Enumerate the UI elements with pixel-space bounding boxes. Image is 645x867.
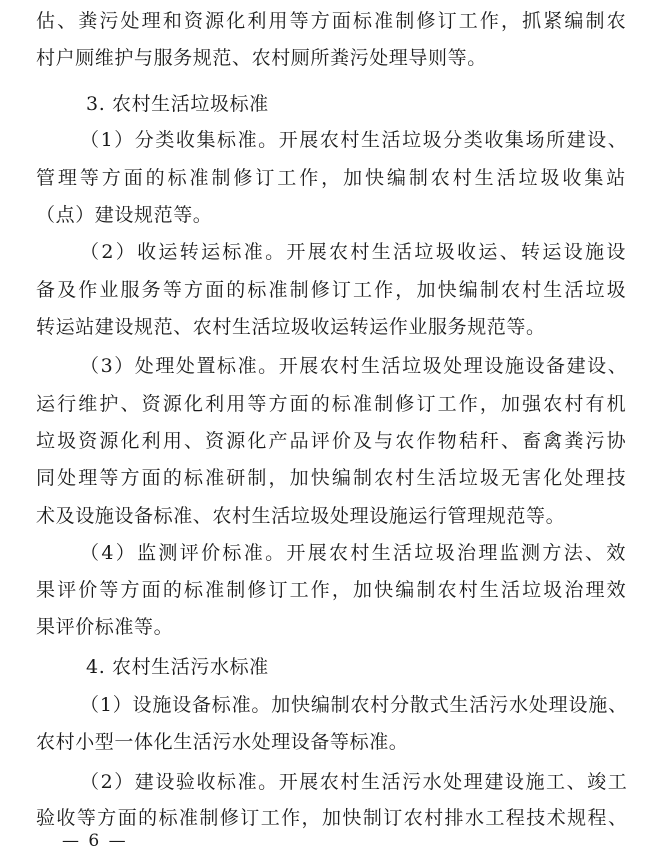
text-line: 农村小型一体化生活污水处理设备等标准。	[36, 731, 409, 753]
text-line: 转运站建设规范、农村生活垃圾收运转运作业服务规范等。	[36, 316, 546, 338]
section-heading: 3. 农村生活垃圾标准	[86, 93, 269, 115]
text-line: 备及作业服务等方面的标准制修订工作，加快编制农村生活垃圾	[36, 279, 628, 301]
text-line: （点）建设规范等。	[36, 204, 213, 226]
text-line: 垃圾资源化利用、资源化产品评价及与农作物秸秆、畜禽粪污协	[36, 430, 628, 452]
text-line: （2）收运转运标准。开展农村生活垃圾收运、转运设施设	[80, 241, 628, 263]
text-line: （4）监测评价标准。开展农村生活垃圾治理监测方法、效	[80, 542, 628, 564]
page-number: — 6 —	[62, 831, 128, 851]
text-line: 果评价标准等。	[36, 616, 174, 638]
text-line: 估、粪污处理和资源化利用等方面标准制修订工作，抓紧编制农	[36, 10, 628, 32]
text-line: 同处理等方面的标准研制，加快编制农村生活垃圾无害化处理技	[36, 467, 628, 489]
text-line: 管理等方面的标准制修订工作，加快编制农村生活垃圾收集站	[36, 167, 629, 189]
text-line: （2）建设验收标准。开展农村生活污水处理建设施工、竣工	[80, 771, 629, 793]
text-line: （1）设施设备标准。加快编制农村分散式生活污水处理设施、	[80, 694, 628, 716]
text-line: 果评价等方面的标准制修订工作，加快编制农村生活垃圾治理效	[36, 579, 628, 601]
text-line: 术及设施设备标准、农村生活垃圾处理设施运行管理规范等。	[36, 505, 566, 527]
text-line: 验收等方面的标准制修订工作，加快制订农村排水工程技术规程、	[36, 807, 629, 829]
text-line: （1）分类收集标准。开展农村生活垃圾分类收集场所建设、	[80, 129, 629, 151]
text-line: 运行维护、资源化利用等方面的标准制修订工作，加强农村有机	[36, 393, 628, 415]
text-line: （3）处理处置标准。开展农村生活垃圾处理设施设备建设、	[80, 355, 629, 377]
text-line: 村户厕维护与服务规范、农村厕所粪污处理导则等。	[36, 47, 487, 69]
section-heading: 4. 农村生活污水标准	[86, 656, 269, 678]
